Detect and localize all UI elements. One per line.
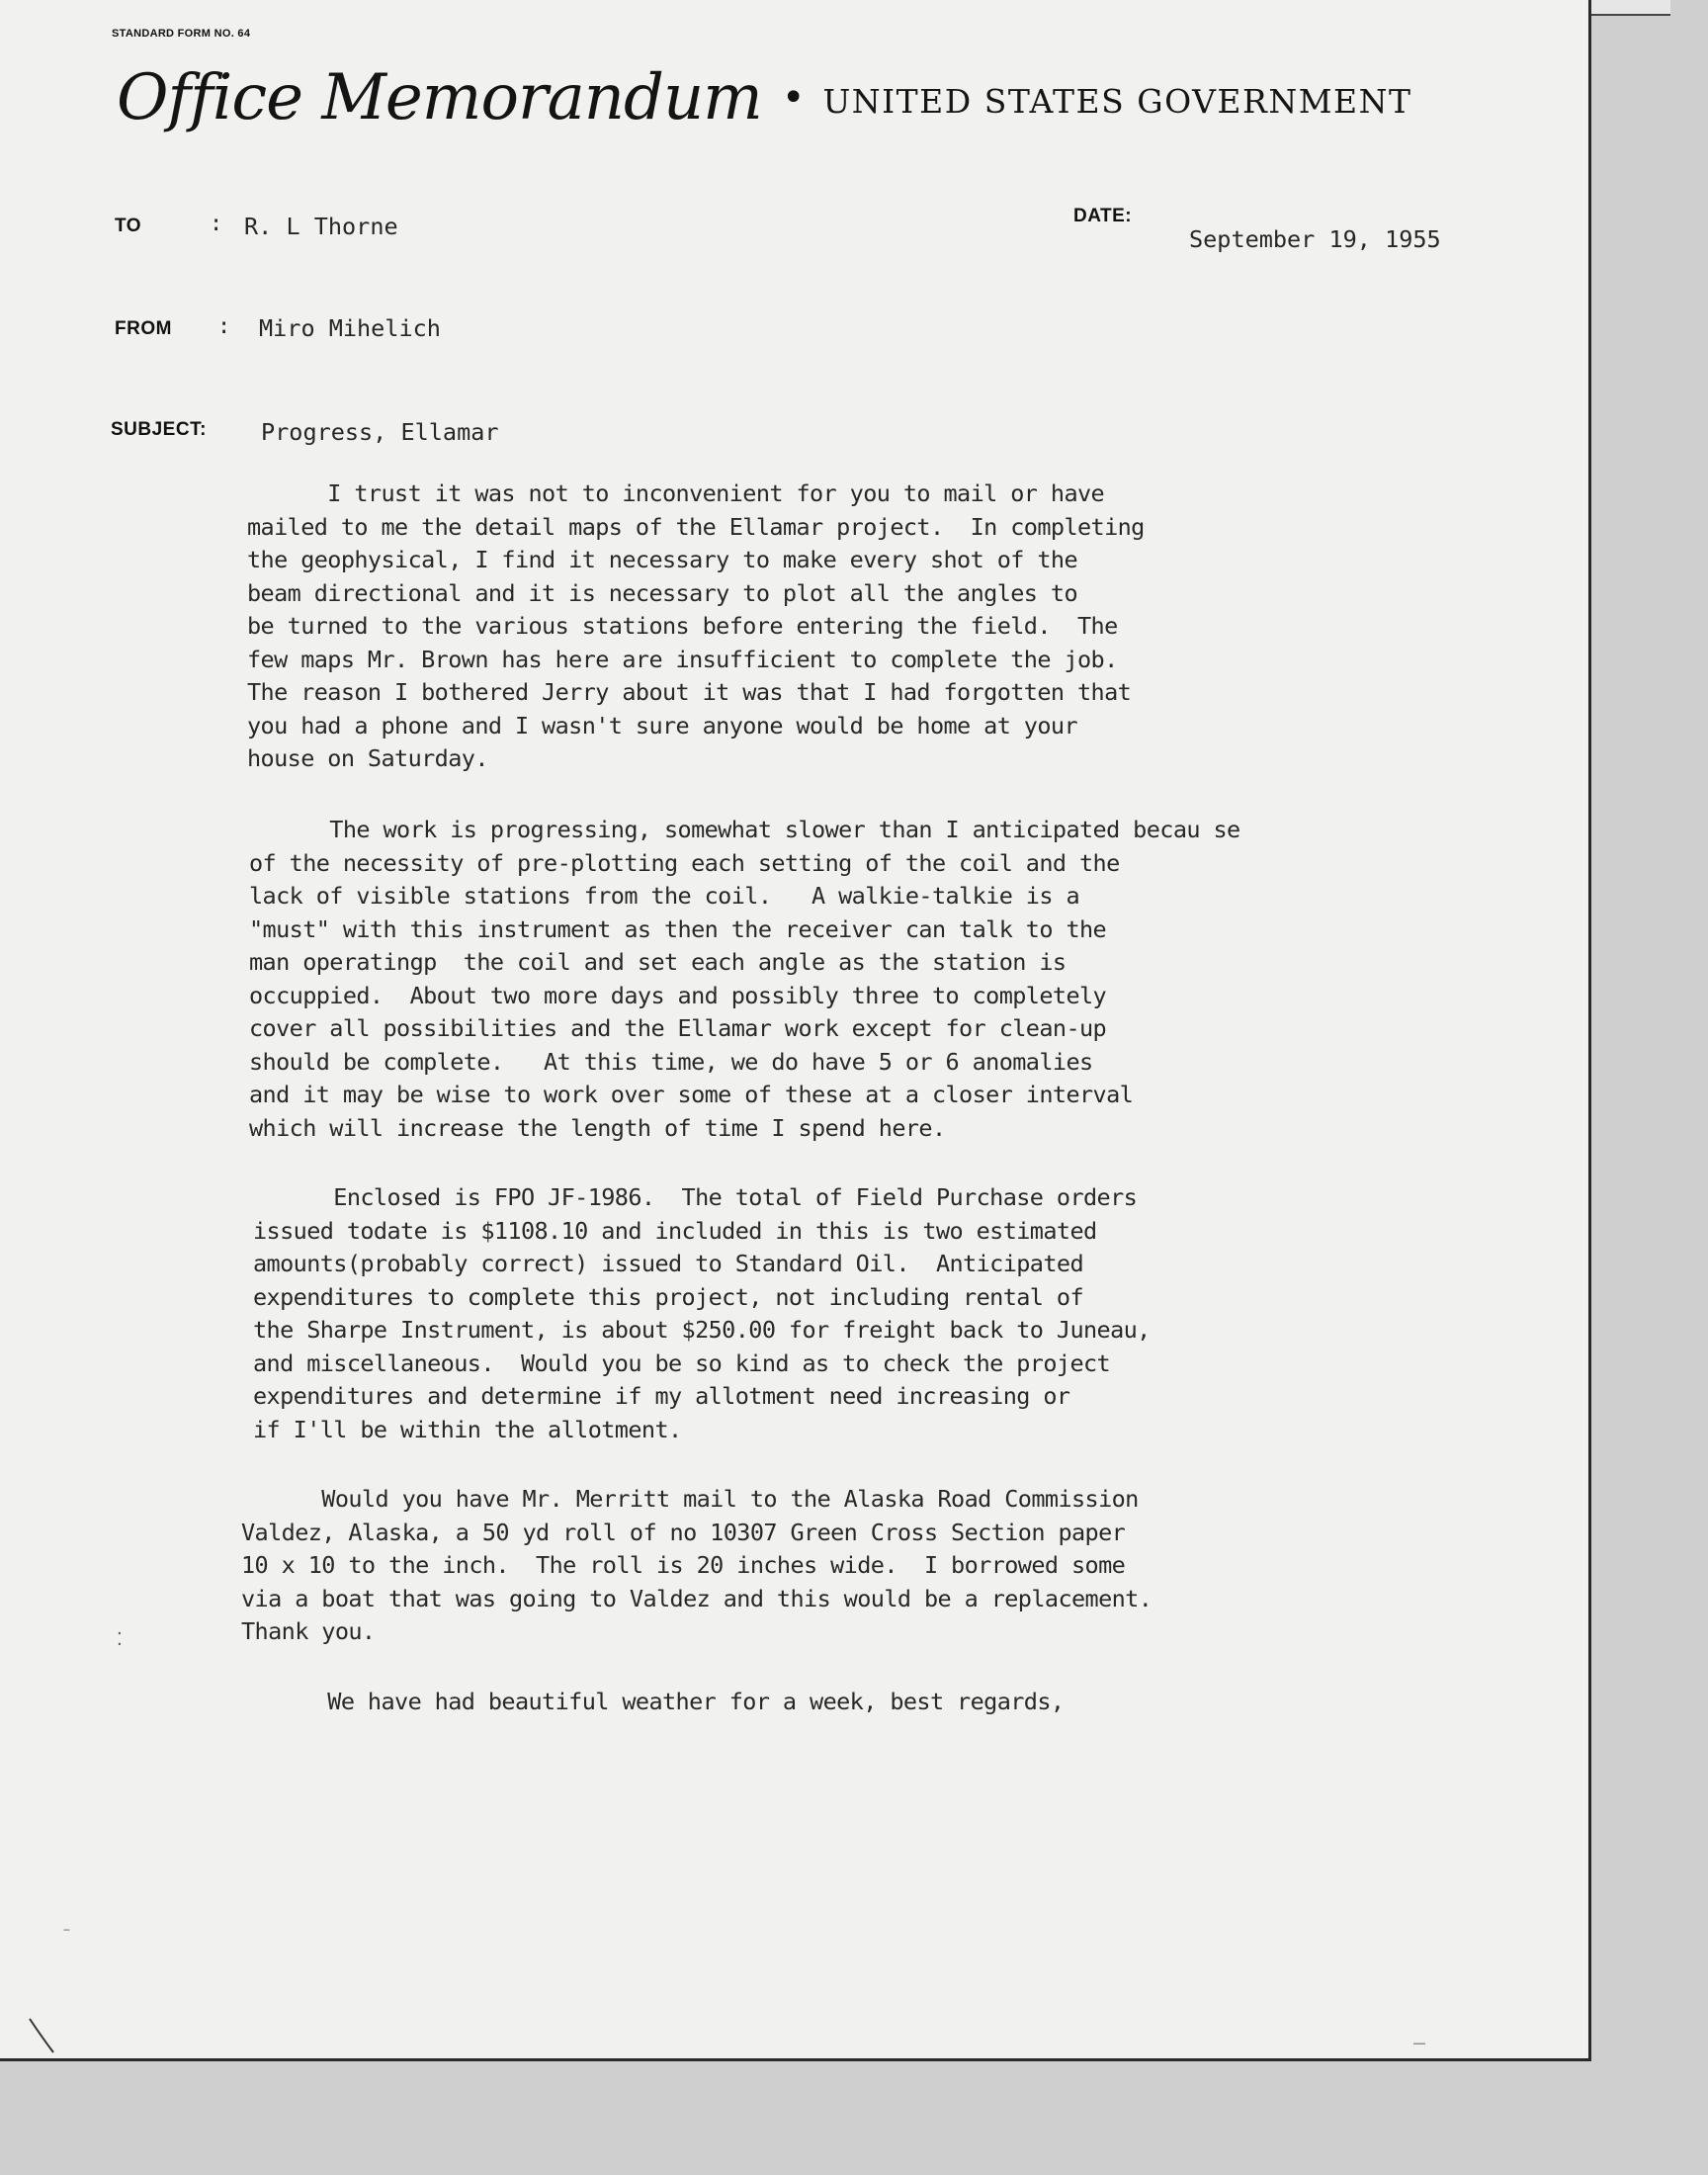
body-line: amounts(probably correct) issued to Standard Oil. Anticipated bbox=[253, 1250, 1083, 1277]
body-paragraph-1 bbox=[247, 478, 1145, 776]
body-line: 10 x 10 to the inch. The roll is 20 inches wide. I borrowed some bbox=[241, 1551, 1126, 1579]
page-edge bbox=[1591, 0, 1670, 16]
to-value: R. L Thorne bbox=[244, 213, 398, 240]
body-line: be turned to the various stations before entering the field. The bbox=[247, 612, 1118, 640]
body-line: the Sharpe Instrument, is about $250.00 for freight back to Juneau, bbox=[253, 1316, 1151, 1344]
agency-name: UNITED STATES GOVERNMENT bbox=[822, 82, 1412, 121]
body-line: "must" with this instrument as then the receiver can talk to the bbox=[249, 914, 1107, 943]
scan-mark: ⁚ bbox=[117, 1629, 123, 1650]
body-line: occuppied. About two more days and possibly three to completely bbox=[249, 981, 1107, 1009]
body-paragraph-2 bbox=[249, 814, 1240, 1145]
body-line: The work is progressing, somewhat slower than I anticipated becau se bbox=[249, 816, 1240, 843]
date-label: DATE: bbox=[1073, 206, 1133, 226]
body-line: I trust it was not to inconvenient for you to mail or have bbox=[247, 479, 1105, 507]
body-line: of the necessity of pre-plotting each setting of the coil and the bbox=[249, 848, 1120, 877]
body-line: The reason I bothered Jerry about it was that I had forgotten that bbox=[247, 678, 1132, 706]
body-paragraph-5 bbox=[247, 1686, 1064, 1719]
body-line: and it may be wise to work over some of these at a closer interval bbox=[249, 1081, 1134, 1108]
body-line: issued todate is $1108.10 and included in this is two estimated bbox=[253, 1216, 1097, 1245]
body-line: few maps Mr. Brown has here are insufficient to complete the job. bbox=[247, 645, 1118, 673]
body-paragraph-3 bbox=[253, 1181, 1151, 1446]
form-number: STANDARD FORM NO. 64 bbox=[112, 28, 251, 40]
memo-title: Office Memorandum bbox=[117, 61, 762, 134]
scan-mark: …… bbox=[1413, 2037, 1426, 2047]
body-line: house on Saturday. bbox=[247, 744, 488, 772]
subject-label: SUBJECT: bbox=[111, 419, 207, 440]
to-colon: : bbox=[210, 212, 223, 236]
body-line: We have had beautiful weather for a week, best regards, bbox=[247, 1688, 1065, 1715]
body-line: and miscellaneous. Would you be so kind as to check the project bbox=[253, 1348, 1111, 1377]
body-line: should be complete. At this time, we do have 5 or 6 anomalies bbox=[249, 1047, 1093, 1076]
body-line: mailed to me the detail maps of the Ellamar project. In completing bbox=[247, 512, 1145, 541]
body-line: expenditures and determine if my allotment need increasing or bbox=[253, 1382, 1070, 1410]
to-label: TO bbox=[115, 216, 142, 236]
page-corner-mark bbox=[28, 2017, 57, 2056]
body-line: man operatingp the coil and set each angle as the station is bbox=[249, 948, 1067, 976]
from-label: FROM bbox=[115, 318, 172, 339]
subject-value: Progress, Ellamar bbox=[261, 418, 499, 446]
body-line: if I'll be within the allotment. bbox=[253, 1415, 682, 1443]
body-line: beam directional and it is necessary to plot all the angles to bbox=[247, 578, 1077, 607]
body-line: Valdez, Alaska, a 50 yd roll of no 10307 Green Cross Section paper bbox=[241, 1518, 1126, 1546]
body-line: via a boat that was going to Valdez and this would be a replacement. bbox=[241, 1584, 1153, 1612]
body-line: lack of visible stations from the coil. A walkie-talkie is a bbox=[249, 882, 1079, 910]
body-line: which will increase the length of time I spend here. bbox=[249, 1113, 946, 1142]
from-colon: : bbox=[217, 314, 231, 339]
body-line: Enclosed is FPO JF-1986. The total of Field Purchase orders bbox=[253, 1183, 1138, 1211]
body-line: expenditures to complete this project, not including rental of bbox=[253, 1282, 1083, 1311]
body-line: the geophysical, I find it necessary to make every shot of the bbox=[247, 546, 1077, 573]
body-line: cover all possibilities and the Ellamar work except for clean-up bbox=[249, 1014, 1107, 1042]
body-line: Thank you. bbox=[241, 1617, 376, 1645]
body-line: you had a phone and I wasn't sure anyone would be home at your bbox=[247, 711, 1077, 740]
date-value: September 19, 1955 bbox=[1189, 225, 1441, 253]
body-line: Would you have Mr. Merritt mail to the Alaska Road Commission bbox=[241, 1485, 1139, 1513]
masthead-separator: • bbox=[781, 75, 806, 121]
from-value: Miro Mihelich bbox=[259, 314, 441, 342]
masthead bbox=[117, 61, 1500, 160]
body-paragraph-4 bbox=[241, 1483, 1152, 1649]
scan-mark: ⁻ bbox=[61, 1923, 72, 1944]
